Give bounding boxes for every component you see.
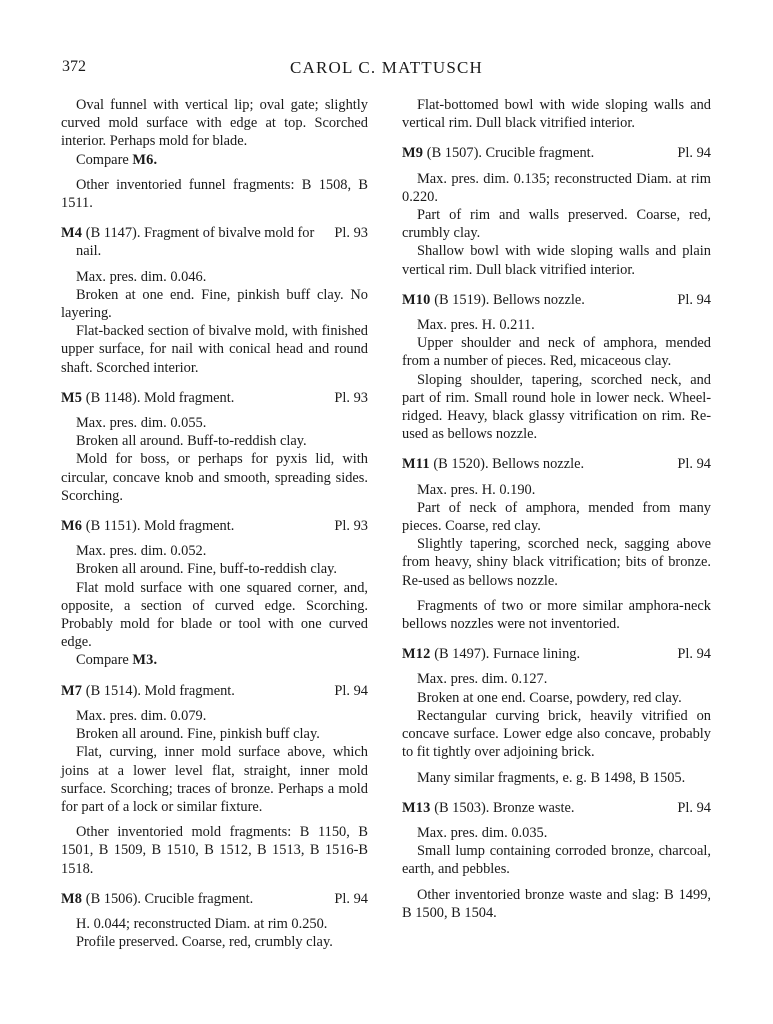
entry-m5	[61, 389, 368, 505]
condition: Broken at one end. Fine, pinkish buff clay. No layering.	[61, 286, 368, 322]
condition: Small lump containing corroded bronze, charcoal, earth, and pebbles.	[402, 843, 711, 878]
inventory-title: (B 1520). Bellows nozzle.	[433, 456, 585, 473]
plate-reference: Pl. 94	[334, 890, 368, 907]
catalogue-number: M4	[61, 225, 83, 242]
dimensions: Max. pres. dim. 0.079.	[76, 707, 207, 724]
inventory-note: Many similar fragments, e. g. B 1498, B 1505.	[417, 769, 686, 786]
inventory-note: Other inventoried funnel fragments: B 1508, B 1511.	[61, 176, 368, 212]
entry-m3-continued	[61, 96, 368, 212]
plate-reference: Pl. 93	[334, 225, 368, 242]
description: Rectangular curving brick, heavily vitrified on concave surface. Lower edge also concave, probably to fit tightly over adjoining brick.	[402, 707, 711, 761]
page-number: 372	[62, 58, 86, 75]
plate-reference: Pl. 94	[677, 145, 711, 162]
description: Flat mold surface with one squared corner, and, opposite, a section of curved edge. Scorching. Probably mold for blade or tool with one curved edge.	[61, 579, 368, 651]
description: Flat, curving, inner mold surface above, which joins at a lower level flat, straight, inner mold surface. Scorching; traces of bronze. Perhaps a mold for part of a lock or similar fixture.	[61, 744, 368, 815]
dimensions: Max. pres. dim. 0.055.	[76, 415, 207, 432]
entry-heading	[61, 890, 368, 908]
catalogue-number: M11	[402, 456, 430, 473]
inventory-title: (B 1519). Bellows nozzle.	[434, 291, 585, 308]
catalogue-number: M6	[61, 518, 83, 535]
left-column	[61, 96, 368, 951]
inventory-note: Fragments of two or more similar amphora-neck bellows nozzles were not inventoried.	[402, 597, 711, 633]
entry-m7	[61, 682, 368, 878]
page-header	[0, 56, 773, 80]
dimensions: Max. pres. dim. 0.046.	[76, 268, 207, 285]
inventory-title: (B 1506). Crucible fragment.	[85, 890, 254, 907]
compare-label: Compare	[76, 151, 133, 168]
inventory-title: (B 1147). Fragment of bivalve mold for nail.	[76, 225, 315, 260]
dimensions: Max. pres. dim. 0.135; reconstructed Diam. at rim 0.220.	[402, 170, 711, 205]
dimensions: H. 0.044; reconstructed Diam. at rim 0.250.	[76, 915, 328, 932]
condition: Profile preserved. Coarse, red, crumbly clay.	[76, 934, 333, 951]
inventory-title: (B 1507). Crucible fragment.	[426, 145, 595, 162]
plate-reference: Pl. 94	[677, 646, 711, 663]
condition: Part of rim and walls preserved. Coarse, red, crumbly clay.	[402, 207, 711, 242]
inventory-title: (B 1503). Bronze waste.	[434, 799, 575, 816]
compare-ref: M6.	[132, 151, 158, 168]
entry-heading	[61, 389, 368, 407]
entry-heading	[61, 517, 368, 535]
entry-heading	[402, 291, 711, 309]
compare-label: Compare	[76, 652, 133, 669]
entry-heading	[402, 799, 711, 817]
condition: Broken all around. Fine, buff-to-reddish clay.	[76, 561, 337, 578]
entry-m8	[61, 890, 368, 952]
entry-heading	[61, 682, 368, 700]
inventory-note: Other inventoried bronze waste and slag: B 1499, B 1500, B 1504.	[402, 886, 711, 921]
description: Shallow bowl with wide sloping walls and plain vertical rim. Dull black vitrified interior.	[402, 243, 711, 278]
condition: Broken all around. Buff-to-reddish clay.	[76, 433, 307, 450]
dimensions: Max. pres. H. 0.211.	[417, 317, 535, 334]
entry-m6	[61, 517, 368, 670]
dimensions: Max. pres. dim. 0.052.	[76, 543, 207, 560]
entry-m8-continued	[402, 96, 711, 132]
entry-heading	[402, 645, 711, 663]
entry-m11	[402, 455, 711, 633]
catalogue-number: M7	[61, 682, 83, 699]
plate-reference: Pl. 94	[677, 456, 711, 473]
inventory-title: (B 1514). Mold fragment.	[85, 682, 235, 699]
entry-heading	[402, 455, 711, 473]
compare-ref: M3.	[132, 652, 158, 669]
entry-m10	[402, 291, 711, 444]
entry-m12	[402, 645, 711, 786]
plate-reference: Pl. 93	[334, 389, 368, 406]
entry-heading	[402, 144, 711, 162]
plate-reference: Pl. 93	[334, 518, 368, 535]
description: Flat-bottomed bowl with wide sloping walls and vertical rim. Dull black vitrified interior.	[402, 97, 711, 132]
dimensions: Max. pres. dim. 0.035.	[417, 824, 548, 841]
inventory-title: (B 1148). Mold fragment.	[85, 389, 235, 406]
inventory-note: Other inventoried mold fragments: B 1150, B 1501, B 1509, B 1510, B 1512, B 1513, B 1516-B 1518.	[61, 824, 368, 877]
dimensions: Max. pres. H. 0.190.	[417, 481, 536, 498]
condition: Upper shoulder and neck of amphora, mended from a number of pieces. Red, micaceous clay.	[402, 335, 711, 370]
running-title: CAROL C. MATTUSCH	[289, 58, 484, 77]
entry-m13	[402, 799, 711, 922]
catalogue-number: M5	[61, 389, 83, 406]
entry-m4	[61, 224, 368, 377]
condition: Broken all around. Fine, pinkish buff clay.	[76, 726, 320, 743]
paragraph: Oval funnel with vertical lip; oval gate; slightly curved mold surface with edge at top. Scorched interior. Perhaps mold for blade.	[61, 97, 368, 150]
plate-reference: Pl. 94	[677, 291, 711, 308]
inventory-title: (B 1151). Mold fragment.	[85, 518, 235, 535]
dimensions: Max. pres. dim. 0.127.	[417, 671, 548, 688]
inventory-title: (B 1497). Furnace lining.	[434, 646, 581, 663]
description: Slightly tapering, scorched neck, sagging above from heavy, shiny black vitrification; bits of bronze. Re-used as bellows nozzle.	[402, 536, 711, 589]
catalogue-number: M12	[402, 646, 431, 663]
catalogue-number: M8	[61, 890, 83, 907]
description: Sloping shoulder, tapering, scorched neck, and part of rim. Small round hole in lower neck. Wheel-ridged. Heavy, black glassy vitrification on rim. Re-used as bellows nozzle.	[402, 371, 711, 443]
description: Mold for boss, or perhaps for pyxis lid, with circular, concave knob and smooth, spreading sides. Scorching.	[61, 451, 368, 504]
entry-heading	[61, 224, 368, 260]
catalogue-number: M10	[402, 291, 431, 308]
plate-reference: Pl. 94	[334, 682, 368, 699]
description: Flat-backed section of bivalve mold, with finished upper surface, for nail with conical head and round shaft. Scorched interior.	[61, 323, 368, 376]
entry-m9	[402, 144, 711, 278]
catalogue-number: M13	[402, 799, 431, 816]
plate-reference: Pl. 94	[677, 799, 711, 816]
right-column	[402, 96, 711, 922]
catalogue-number: M9	[402, 145, 424, 162]
compare-line	[61, 651, 368, 669]
condition: Part of neck of amphora, mended from many pieces. Coarse, red clay.	[402, 499, 711, 535]
condition: Broken at one end. Coarse, powdery, red clay.	[417, 689, 682, 706]
compare-line	[61, 151, 368, 169]
